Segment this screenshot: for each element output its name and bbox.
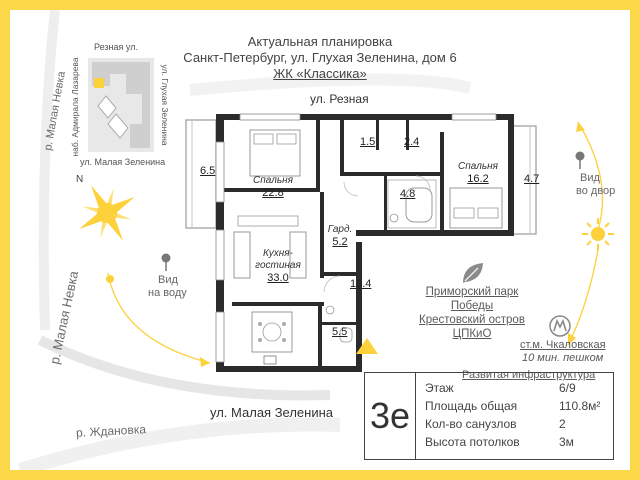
spec-value: 3м xyxy=(559,435,574,449)
river-zhdanovka: р. Ждановка xyxy=(75,422,147,440)
compass-north-label: N xyxy=(76,174,84,185)
area-wc: 5.5 xyxy=(332,326,348,338)
room-name: Спальня xyxy=(253,175,293,186)
area-hall: 19.4 xyxy=(350,278,372,290)
area-balcony-right: 4.7 xyxy=(524,173,540,185)
address: Санкт-Петербург, ул. Глухая Зеленина, дом 6 xyxy=(183,50,457,65)
area-balcony-left: 6.5 xyxy=(200,165,216,177)
park-name-line1[interactable]: Приморский парк xyxy=(425,286,519,298)
spec-value: 2 xyxy=(559,417,566,431)
pin-icon xyxy=(574,150,586,170)
metro-icon xyxy=(548,315,572,337)
street-bottom: ул. Малая Зеленина xyxy=(210,405,334,420)
room-name: Спальня xyxy=(458,161,498,172)
spec-label: Кол-во санузлов xyxy=(425,417,517,431)
park-list xyxy=(408,285,536,341)
river-malaya-nevka-mid: р. Малая Невка xyxy=(46,269,82,366)
apartment-code: 3е xyxy=(369,395,411,436)
entrance-arrow-icon xyxy=(356,338,378,356)
spec-label: Высота потолков xyxy=(425,435,520,449)
room-area: 22.8 xyxy=(262,187,284,199)
view-yard-line2: во двор xyxy=(576,185,616,197)
area-storage-2: 2.4 xyxy=(404,136,420,148)
river-malaya-nevka-top: р. Малая Невка xyxy=(42,70,68,152)
room-area: 33.0 xyxy=(267,272,289,284)
view-water-line1: Вид xyxy=(158,274,178,286)
metro-walk-time: 10 мин. пешком xyxy=(522,352,604,364)
infrastructure-note[interactable]: Развитая инфраструктура xyxy=(462,369,596,381)
room-area: 16.2 xyxy=(467,173,489,185)
minimap-bottom-street: ул. Малая Зеленина xyxy=(80,157,166,167)
compass-rose-icon xyxy=(72,178,142,248)
area-storage-1: 1.5 xyxy=(360,136,376,148)
plan-title: Актуальная планировка xyxy=(247,34,393,49)
room-name: Гард. xyxy=(327,224,353,235)
view-water-line2: на воду xyxy=(148,287,187,299)
minimap xyxy=(70,42,174,172)
park-name-line4[interactable]: ЦПКиО xyxy=(452,328,492,340)
street-top: ул. Резная xyxy=(310,92,369,106)
specs-divider xyxy=(415,373,416,459)
area-bath: 4.8 xyxy=(400,188,416,200)
minimap-right-street: ул. Глухая Зеленина xyxy=(160,64,170,146)
metro-station[interactable]: ст.м. Чкаловская xyxy=(520,339,606,351)
minimap-top-street: Резная ул. xyxy=(94,42,138,52)
building-outline xyxy=(86,56,158,156)
room-area: 5.2 xyxy=(332,236,348,248)
specs-table xyxy=(364,372,614,460)
spec-label: Этаж xyxy=(425,381,454,395)
room-name: Кухня- гостиная xyxy=(255,248,301,271)
minimap-left-street: наб. Адмирала Лазарева xyxy=(70,57,80,157)
spec-value: 6/9 xyxy=(559,381,576,395)
park-name-line3[interactable]: Крестовский остров xyxy=(419,314,525,326)
leaf-icon xyxy=(460,260,486,286)
view-yard-line1: Вид xyxy=(580,172,600,184)
complex-name: ЖК «Классика» xyxy=(273,66,367,81)
spec-label: Площадь общая xyxy=(425,399,518,413)
spec-value: 110.8м² xyxy=(559,399,601,413)
park-name-line2[interactable]: Победы xyxy=(450,300,494,312)
